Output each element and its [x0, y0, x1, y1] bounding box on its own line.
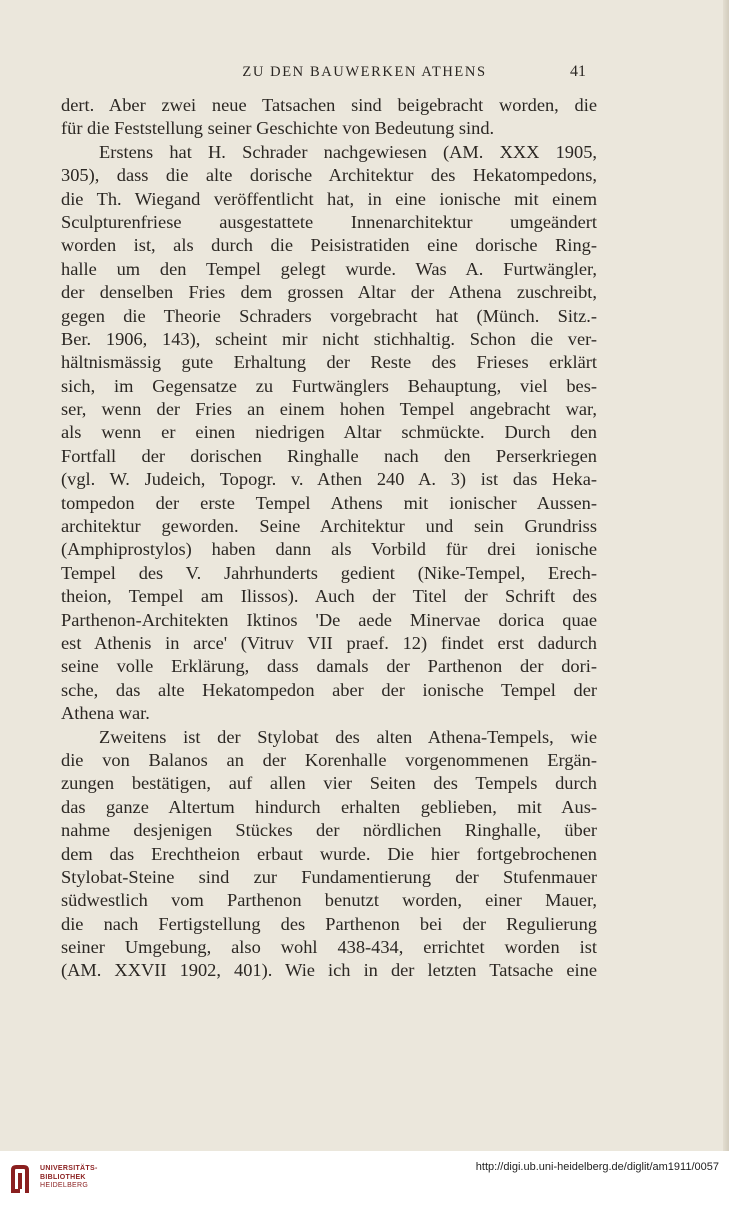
text-line: Zweitens ist der Stylobat des alten Athena-Tempels, wie: [99, 726, 597, 747]
text-line: theion, Tempel am Ilissos). Auch der Titel der Schrift des: [61, 586, 597, 607]
text-line: zungen bestätigen, auf allen vier Seiten des Tempels durch: [61, 773, 597, 794]
text-line: est Athenis in arce' (Vitruv VII praef. 12) findet erst dadurch: [61, 632, 597, 653]
text-line: als wenn er einen niedrigen Altar schmückte. Durch den: [61, 422, 597, 443]
text-line: architektur geworden. Seine Architektur und sein Grundriss: [61, 516, 597, 537]
text-line: nahme desjenigen Stückes der nördlichen Ringhalle, über: [61, 820, 597, 841]
running-title: ZU DEN BAUWERKEN ATHENS: [242, 64, 487, 80]
library-logo-icon: [8, 1162, 32, 1196]
library-footer: [0, 1151, 729, 1207]
text-line: Erstens hat H. Schrader nachgewiesen (AM. XXX 1905,: [99, 141, 597, 162]
text-line: südwestlich vom Parthenon benutzt worden, einer Mauer,: [61, 890, 597, 911]
text-line: tompedon der erste Tempel Athens mit ionischer Aussen-: [61, 492, 597, 513]
text-line: (vgl. W. Judeich, Topogr. v. Athen 240 A. 3) ist das Heka-: [61, 469, 597, 490]
text-line: das ganze Altertum hindurch erhalten geblieben, mit Aus-: [61, 796, 597, 817]
text-line: die von Balanos an der Korenhalle vorgenommenen Ergän-: [61, 749, 597, 770]
text-line: Stylobat-Steine sind zur Fundamentierung der Stufenmauer: [61, 866, 597, 887]
text-line: Ber. 1906, 143), scheint mir nicht stichhaltig. Schon die ver-: [61, 328, 597, 349]
text-line: Athena war.: [61, 703, 150, 724]
page-edge-shadow: [723, 0, 729, 1151]
text-line: dert. Aber zwei neue Tatsachen sind beigebracht worden, die: [61, 95, 597, 115]
text-line: 305), dass die alte dorische Architektur des Hekatompedons,: [61, 165, 597, 186]
text-line: die nach Fertigstellung des Parthenon bei der Regulierung: [61, 913, 597, 934]
text-line: die Th. Wiegand veröffentlicht hat, in eine ionische mit einem: [61, 188, 597, 209]
text-line: sche, das alte Hekatompedon aber der ionische Tempel der: [61, 679, 597, 700]
library-name-line2: BIBLIOTHEK: [40, 1173, 86, 1181]
text-line: hältnismässig gute Erhaltung der Reste des Frieses erklärt: [61, 352, 597, 373]
text-line: gegen die Theorie Schraders vorgebracht hat (Münch. Sitz.-: [61, 305, 597, 326]
text-line: sich, im Gegensatze zu Furtwänglers Behauptung, viel bes-: [61, 375, 597, 396]
page-number: 41: [570, 63, 586, 80]
text-line: Sculpturenfriese ausgestattete Innenarchitektur umgeändert: [61, 211, 597, 232]
library-name: [40, 1165, 98, 1191]
library-name-line1: UNIVERSITÄTS-: [40, 1165, 98, 1172]
source-url-link[interactable]: http://digi.ub.uni-heidelberg.de/diglit/am1911/0057: [475, 1161, 719, 1173]
running-head: [0, 64, 729, 84]
text-line: seiner Umgebung, also wohl 438-434, errichtet worden ist: [61, 937, 597, 958]
text-line: Fortfall der dorischen Ringhalle nach den Perserkriegen: [61, 445, 597, 466]
text-line: Tempel des V. Jahrhunderts gedient (Nike-Tempel, Erech-: [61, 562, 597, 583]
text-line: worden ist, als durch die Peisistratiden eine dorische Ring-: [61, 235, 597, 256]
library-name-line3: HEIDELBERG: [40, 1182, 89, 1189]
text-line: Parthenon-Architekten Iktinos 'De aede Minervae dorica quae: [61, 609, 597, 630]
text-line: ser, wenn der Fries an einem hohen Tempel angebracht war,: [61, 399, 597, 420]
body-text: [61, 94, 597, 983]
text-line: halle um den Tempel gelegt wurde. Was A. Furtwängler,: [61, 258, 597, 279]
text-line: (Amphiprostylos) haben dann als Vorbild für drei ionische: [61, 539, 597, 560]
text-line: für die Feststellung seiner Geschichte von Bedeutung sind.: [61, 118, 495, 139]
text-line: (AM. XXVII 1902, 401). Wie ich in der letzten Tatsache eine: [61, 960, 597, 981]
text-line: dem das Erechtheion erbaut wurde. Die hier fortgebrochenen: [61, 843, 597, 864]
text-line: seine volle Erklärung, dass damals der Parthenon der dori-: [61, 656, 597, 677]
text-line: der denselben Fries dem grossen Altar der Athena zuschreibt,: [61, 282, 597, 303]
